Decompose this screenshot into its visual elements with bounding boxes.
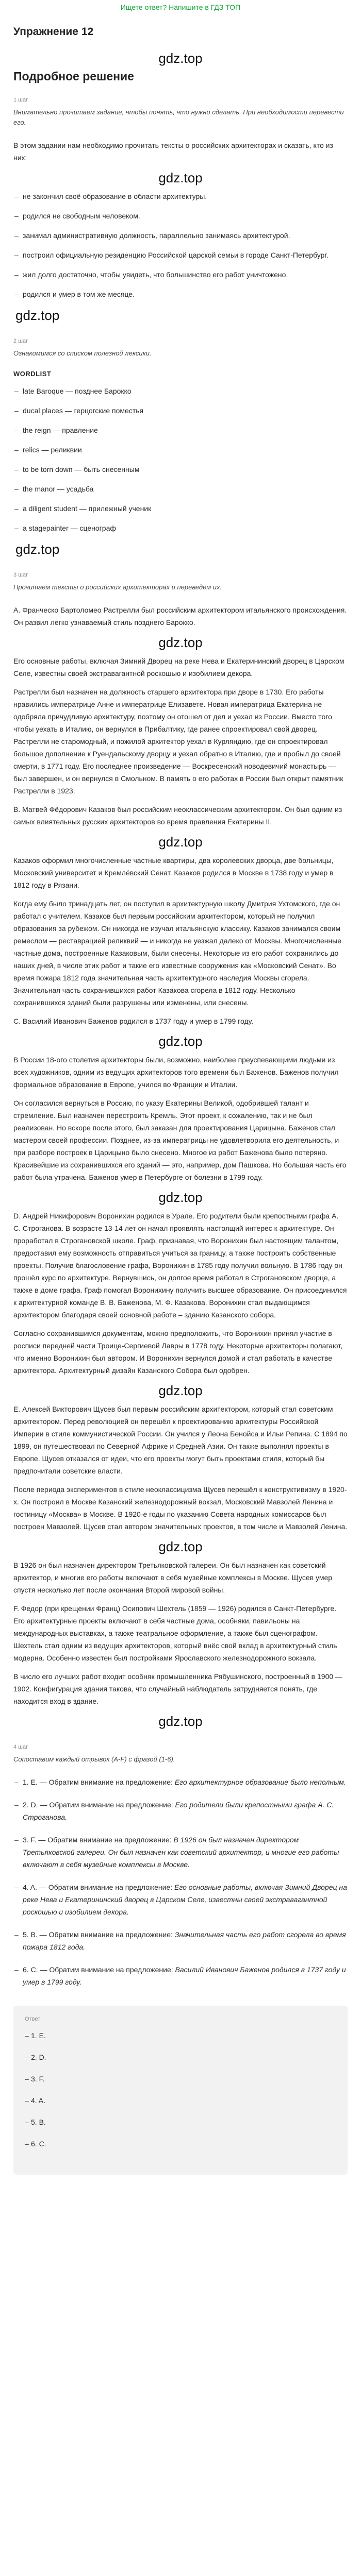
watermark: gdz.top bbox=[158, 635, 203, 650]
step-label: 4 шаг bbox=[13, 1744, 28, 1750]
watermark: gdz.top bbox=[15, 541, 60, 557]
paragraph: Его основные работы, включая Зимний Дворец на реке Нева и Екатерининский дворец в Царском Селе, известны своей экстравагантной роскошью и изобилием декора. bbox=[13, 657, 344, 677]
step-intro: В этом задании нам необходимо прочитать тексты о российских архитекторах и сказать, кто из них: bbox=[13, 141, 333, 162]
paragraph: Он согласился вернуться в Россию, по указу Екатерины Великой, одобрившей талант и стремление. Был назначен перестроить Кремль. Этот проект, к сожалению, так и не был реализован. Но вскоре после этого, был заказан для проектирования Царицына. Баженов стал мастером своей профессии. Позднее, из-за императрицы не удовлетворила его деятельность, и при разборе построек в Царицыно было снесено. Многое из работ Баженова было потеряно. Красивейшие из сохранившихся его зданий — это, например, дом Пашкова. Но большая часть его работ была утрачена. Баженов умер в Петербурге от болезни в 1799 году. bbox=[13, 1099, 347, 1181]
watermark: gdz.top bbox=[158, 1714, 203, 1729]
list-item: – a diligent student — прилежный ученик bbox=[13, 502, 348, 515]
list-item: – 2. D. bbox=[25, 2051, 336, 2063]
paragraph: После периода экспериментов в стиле неоклассицизма Щусев перешёл к конструктивизму в 1920-х. Он построил в Москве Казанский железнодорожный вокзал, Московский Мавзолей Ленина и гостиницу «Москва» в Москве. В 1920-е годы по указанию Совета народных комиссаров был построен Мавзолей. Щусев стал автором значительных проектов, в том числе и Мавзолей Ленина. bbox=[13, 1485, 348, 1531]
step-4 bbox=[13, 1744, 348, 1988]
paragraph: Когда ему было тринадцать лет, он поступил в архитектурную школу Дмитрия Ухтомского, где он работал с учителем. Казаков был первым российским архитектором, который не получил образования за рубежом. Он никогда не изучал итальянскую классику. Казаков занимался своим ремеслом — реставрацией реликвий — и никогда не уезжал далеко от Москвы. Многочисленные частные дома, построенные Казаковым, были снесены. Некоторые из его работ сохранились до наших дней, в числе этих работ и такие его известные сооружения как «Московский Сенат». Во время пожара 1812 года значительная часть архитектурного наследия Москвы сгорела. Значительная часть сохранившихся работ Казакова сгорела в 1812 году. Несколько сохранившихся зданий были разрушены или изменены, или снесены. bbox=[13, 900, 342, 1007]
answer-label: Ответ bbox=[25, 2016, 41, 2022]
step-hint: Прочитаем тексты о российских архитекторах и переведем их. bbox=[13, 583, 222, 591]
list-item: – ducal places — герцогские поместья bbox=[13, 404, 348, 417]
list-item: – занимал административную должность, параллельно занимаясь архитектурой. bbox=[13, 229, 348, 242]
list-item: – a stagepainter — сценограф bbox=[13, 522, 348, 534]
word-list bbox=[13, 385, 348, 534]
list-item: – родился не свободным человеком. bbox=[13, 210, 348, 222]
step-label: 3 шаг bbox=[13, 572, 28, 578]
list-item: – 4. A. bbox=[25, 2094, 336, 2107]
list-item: – родился и умер в том же месяце. bbox=[13, 288, 348, 300]
paragraph: В число его лучших работ входит особняк промышленника Рябушинского, построенный в 1900 — 1902. Конфигурация здания такова, что случайный наблюдатель затрудняется понять, где находится вход в здание. bbox=[13, 1672, 343, 1705]
list-item: – построил официальную резиденцию Российской царской семьи в городе Санкт-Петербург. bbox=[13, 249, 348, 261]
list-item: – the reign — правление bbox=[13, 424, 348, 436]
watermark: gdz.top bbox=[158, 1539, 203, 1554]
step-3 bbox=[13, 572, 348, 1730]
list-item: – late Baroque — позднее Барокко bbox=[13, 385, 348, 397]
watermark: gdz.top bbox=[15, 308, 60, 323]
answer-list bbox=[25, 2029, 336, 2150]
step-label: 1 шаг bbox=[13, 97, 28, 103]
watermark: gdz.top bbox=[158, 170, 203, 185]
watermark: gdz.top bbox=[158, 1033, 203, 1049]
content bbox=[13, 26, 348, 2175]
step-label: 2 шаг bbox=[13, 338, 28, 344]
paragraph: E. Алексей Викторович Щусев был первым российским архитектором, который стал советским архитектором. Перед революцией он перешёл к проектированию архитектуры Российской Империи в стиле коммунистической России. Он учился у Леона Бенойса и Ильи Репина. С 1894 по 1899, он путешествовал по Северной Африке и Средней Азии. Он также выполнял проекты в Европе. Щусев отказался от идеи, что его проекты могут быть проектами стиля, который бы предпочитали советские власти. bbox=[13, 1405, 348, 1475]
task-list bbox=[13, 190, 348, 300]
list-item: – 4. A. — Обратим внимание на предложение: Его основные работы, включая Зимний Дворец на реке Нева и Екатерининский дворец в Царском Селе, известны своей экстравагантной роскошью и изобилием декора. bbox=[13, 1881, 348, 1918]
matching-list bbox=[13, 1776, 348, 1988]
list-item: – 2. D. — Обратим внимание на предложение: Его родители были крепостными графа А. С. Строганова. bbox=[13, 1799, 348, 1823]
list-item: – 3. F. bbox=[25, 2073, 336, 2085]
paragraph: Согласно сохранившимся документам, можно предположить, что Воронихин принял участие в росписи передней части Троице-Сергиевой Лавры в 1778 году. Некоторые архитекторы полагают, что именно Воронихин был автором. И Воронихин вернулся домой и стал работать в качестве архитектора. Архитектурный дизайн Казанского Собора был одобрен. bbox=[13, 1329, 342, 1375]
step-hint: Сопоставим каждый отрывок (A-F) с фразой (1-6). bbox=[13, 1755, 175, 1763]
watermark: gdz.top bbox=[158, 1190, 203, 1205]
list-item: – the manor — усадьба bbox=[13, 483, 348, 495]
paragraph: В России 18-ого столетия архитекторы были, возможно, наиболее преуспевающими людьми из всех художников, одним из ведущих архитекторов того времени был Баженов. Баженов получил формальное образование в Европе, учился во Франции и Италии. bbox=[13, 1056, 339, 1089]
watermark: gdz.top bbox=[158, 50, 203, 66]
list-item: – 6. C. bbox=[25, 2138, 336, 2150]
list-item: – 1. E. bbox=[25, 2029, 336, 2042]
answer-box bbox=[13, 2006, 348, 2175]
watermark: gdz.top bbox=[158, 1383, 203, 1398]
paragraph: Казаков оформил многочисленные частные квартиры, два королевских дворца, две больницы, Московский университет и Кремлёвский Сенат. Казаков родился в Москве в 1738 году и умер в 1812 году в Рязани. bbox=[13, 856, 334, 889]
list-item: – 1. E. — Обратим внимание на предложение: Его архитектурное образование было неполным. bbox=[13, 1776, 348, 1788]
paragraph: D. Андрей Никифорович Воронихин родился в Урале. Его родители были крепостными графа А. С. Строганова. В возрасте 13-14 лет он начал проявлять настоящий интерес к архитектуре. Он проработал в Строгановской школе. Граф, признавая, что Воронихин был настоящим талантом, предоставил ему возможность отправиться учиться за границу, а также построить собственные проекты. Получив благословение графа, Воронихин в 1785 году получил вольную. В 1786 году он прошёл курс по архитектуре. Вернувшись, он долгое время работал в Строгановском дворце, а также в доме графа. Граф помогал Воронихину получить высшее образование. Он присоединился к архитектурной команде В. В. Баженова, М. Ф. Казакова. Воронихин стал выдающимся архитектором благодаря своей основной работе – зданию Казанского собора. bbox=[13, 1212, 347, 1319]
list-item: – 5. B. — Обратим внимание на предложение: Значительная часть его работ сгорела во время пожара 1812 года. bbox=[13, 1928, 348, 1953]
list-item: – 3. F. — Обратим внимание на предложение: В 1926 он был назначен директором Третьяковской галереи. Он был назначен как советский архитектор, и многие его работы включают в себя музейные комплексы в Москве. bbox=[13, 1834, 348, 1871]
exercise-title: Упражнение 12 bbox=[13, 26, 94, 38]
step-hint: Внимательно прочитаем задание, чтобы понять, что нужно сделать. При необходимости перевести его. bbox=[13, 108, 344, 126]
solution-title: Подробное решение bbox=[13, 70, 134, 83]
paragraph: A. Франческо Бартоломео Растрелли был российским архитектором итальянского происхождения. Он развил легко узнаваемый стиль позднего Барокко. bbox=[13, 606, 347, 626]
step-1 bbox=[13, 97, 348, 324]
list-item: – не закончил своё образование в области архитектуры. bbox=[13, 190, 348, 202]
wordlist-title: WORDLIST bbox=[13, 370, 52, 378]
list-item: – to be torn down — быть снесенным bbox=[13, 463, 348, 476]
top-link[interactable]: Ищете ответ? Напишите в ГДЗ ТОП bbox=[120, 3, 241, 11]
list-item: – 6. C. — Обратим внимание на предложение: Василий Иванович Баженов родился в 1737 году и умер в 1799 году. bbox=[13, 1963, 348, 1988]
step-hint: Ознакомимся со списком полезной лексики. bbox=[13, 349, 152, 357]
list-item: – relics — реликвии bbox=[13, 444, 348, 456]
list-item: – жил долго достаточно, чтобы увидеть, что большинство его работ уничтожено. bbox=[13, 268, 348, 281]
watermark: gdz.top bbox=[158, 834, 203, 850]
paragraph: Растрелли был назначен на должность старшего архитектора при дворе в 1730. Его работы нравились императрице Анне и императрице Елизавете. Новая императрица Екатерина не одобряла причудливую архитектуру, поэтому он отошел от дел и уехал из России. Вместо того чтобы уехать в Италию, он вернулся в Прибалтику, где ранее спроектировал свой дворец. Растрелли не старомодный, и пожилой архитектор уехал в Курляндию, где он спроектировал большое дополнение к Руендальскому дворцу и уехал обратно в Италию, где и пробыл до своей смерти, в 1771 году. Его последнее произведение — Воскресенский новодевичий монастырь — был завершен, и он вернулся в Смольном. В память о его работах в России был открыт памятник Растрелли в 1923. bbox=[13, 688, 343, 795]
list-item: – 5. B. bbox=[25, 2116, 336, 2128]
top-banner bbox=[0, 0, 361, 15]
paragraph: C. Василий Иванович Баженов родился в 1737 году и умер в 1799 году. bbox=[13, 1017, 254, 1025]
paragraph: B. Матвей Фёдорович Казаков был российским неоклассическим архитектором. Он был одним из самых влиятельных русских архитекторов во время правления Екатерины II. bbox=[13, 805, 342, 826]
step-2 bbox=[13, 338, 348, 557]
paragraph: В 1926 он был назначен директором Третьяковской галереи. Он был назначен как советский архитектор, и многие его работы включают в себя музейные комплексы в Москве. Щусев умер спустя несколько лет после окончания Второй мировой войны. bbox=[13, 1561, 333, 1594]
paragraph: F. Федор (при крещении Франц) Осипович Шехтель (1859 — 1926) родился в Санкт-Петербурге. Его архитектурные проекты включают в себя частные дома, особняки, павильоны на международных выставках, а также театральное оформление, а также был сценографом. Шехтель стал одним из ведущих архитекторов, который внёс свой вклад в архитектурный стиль модерна. Особенно известен был постройками Ярославского железнодорожного вокзала. bbox=[13, 1604, 337, 1662]
